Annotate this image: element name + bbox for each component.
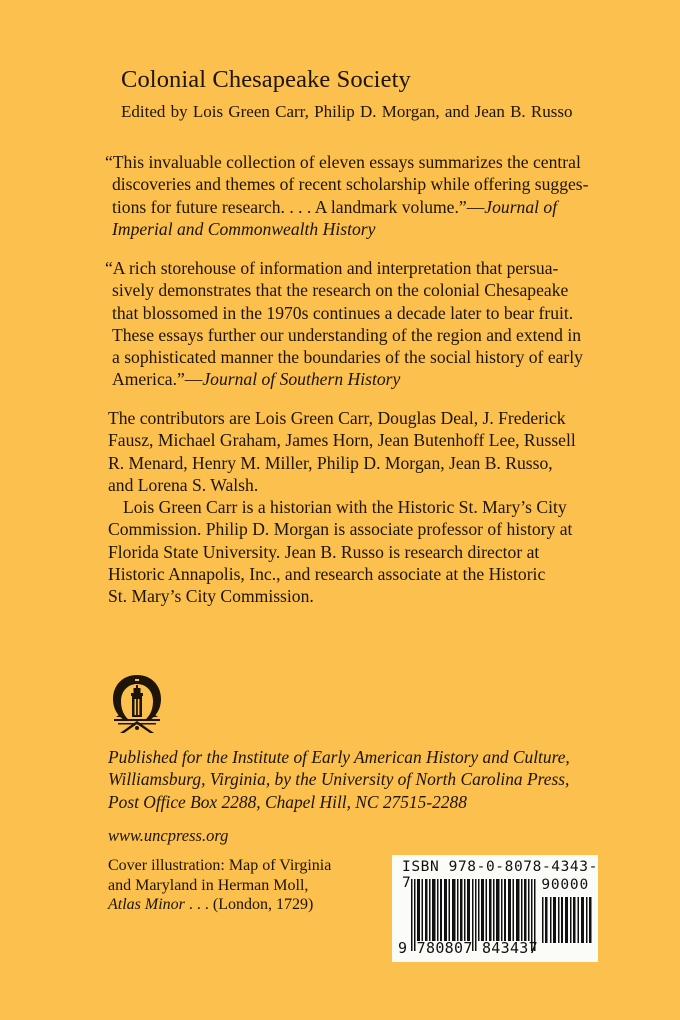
review-quote-1 (105, 151, 665, 240)
review-source: Journal of (484, 196, 558, 217)
bio-line: Lois Green Carr is a historian with the Historic St. Mary’s City (123, 497, 567, 518)
contributors-line: and Lorena S. Walsh. (108, 474, 259, 495)
bio-line: Commission. Philip D. Morgan is associate professor of history at (108, 519, 573, 540)
review-quote-2 (105, 257, 665, 391)
review-line: that blossomed in the 1970s continues a decade later to bear fruit. (112, 302, 574, 323)
book-editors: Edited by Lois Green Carr, Philip D. Morgan, and Jean B. Russo (121, 102, 573, 121)
review-line (105, 218, 665, 240)
review-line: sively demonstrates that the research on the colonial Chesapeake (112, 280, 569, 301)
contributors-line: Fausz, Michael Graham, James Horn, Jean Butenhoff Lee, Russell (108, 430, 576, 451)
publisher-url: www.uncpress.org (108, 826, 229, 845)
cover-credit-line: Cover illustration: Map of Virginia (108, 857, 332, 874)
review-source: Imperial and Commonwealth History (112, 218, 376, 239)
publisher-line: Published for the Institute of Early American History and Culture, (108, 747, 570, 767)
cover-credit-line: Atlas Minor . . . (London, 1729) (108, 896, 314, 914)
contributors-line: R. Menard, Henry M. Miller, Philip D. Morgan, Jean B. Russo, (108, 452, 553, 473)
bio-line: Florida State University. Jean B. Russo is research director at (108, 541, 540, 562)
cover-credit-line: and Maryland in Herman Moll, (108, 876, 309, 894)
review-line: These essays further our understanding of the region and extend in (112, 324, 582, 345)
review-line: discoveries and themes of recent scholarship while offering sugges- (112, 174, 589, 195)
review-line: a sophisticated manner the boundaries of the social history of early (112, 347, 583, 368)
review-line: tions for future research. . . . A landmark volume.”—Journal of (112, 196, 558, 217)
review-line: “This invaluable collection of eleven essays summarizes the central (105, 152, 581, 172)
isbn-barcode (392, 855, 598, 962)
review-source: Journal of Southern History (202, 369, 401, 390)
publisher-line: Williamsburg, Virginia, by the University of North Carolina Press, (108, 769, 570, 790)
publisher-info (108, 746, 570, 813)
price-code: 90000 (541, 877, 589, 893)
contributors-line: The contributors are Lois Green Carr, Douglas Deal, J. Frederick (108, 408, 566, 428)
bio-line: St. Mary’s City Commission. (108, 586, 314, 607)
cover-credit-title: Atlas Minor (108, 896, 185, 914)
review-line: America.”—Journal of Southern History (112, 369, 401, 390)
cover-credit (108, 856, 331, 915)
book-title: Colonial Chesapeake Society (121, 66, 411, 93)
price-addon-bars-icon (542, 897, 592, 943)
bio-line: Historic Annapolis, Inc., and research associate at the Historic (108, 564, 546, 585)
institute-lighthouse-emblem-icon (110, 671, 164, 735)
ean-number: 9 780807 843437 (398, 939, 538, 957)
isbn-number: ISBN 978-0-8078-4343-7 (402, 859, 598, 891)
review-line: “A rich storehouse of information and interpretation that persua- (105, 258, 559, 278)
contributors-and-bio (108, 407, 668, 608)
publisher-line: Post Office Box 2288, Chapel Hill, NC 27515-2288 (108, 791, 467, 812)
